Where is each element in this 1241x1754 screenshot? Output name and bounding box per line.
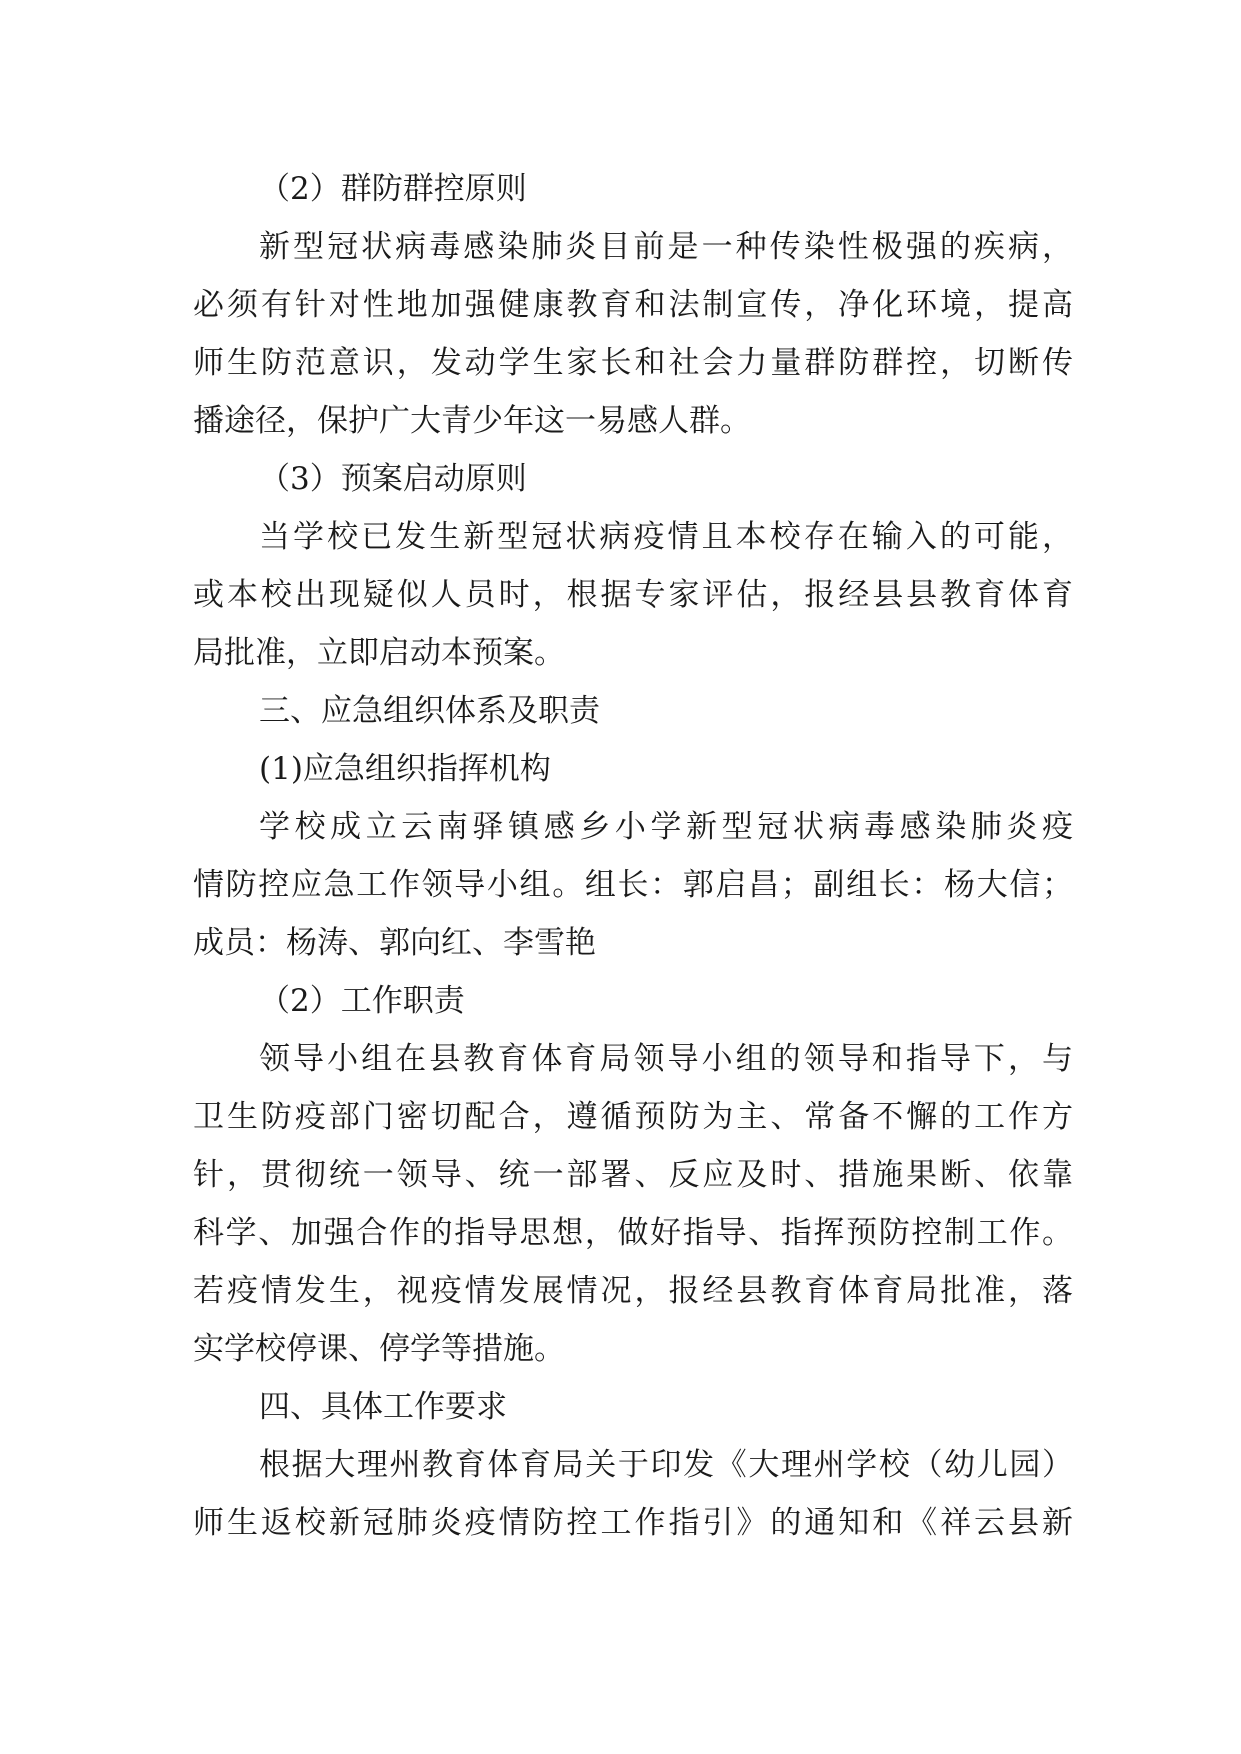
paragraph-line: 根据大理州教育体育局关于印发《大理州学校（幼儿园） bbox=[259, 1447, 1073, 1483]
section-heading-emergency-organization: 三、应急组织体系及职责 bbox=[259, 693, 600, 729]
paragraph-line: 针，贯彻统一领导、统一部署、反应及时、措施果断、依靠 bbox=[193, 1157, 1073, 1193]
paragraph-line: 或本校出现疑似人员时，根据专家评估，报经县县教育体育 bbox=[193, 577, 1073, 613]
paragraph-line: 师生防范意识，发动学生家长和社会力量群防群控，切断传 bbox=[193, 345, 1073, 381]
subheading-work-responsibilities: （2）工作职责 bbox=[259, 983, 465, 1019]
paragraph-line: 若疫情发生，视疫情发展情况，报经县教育体育局批准，落 bbox=[193, 1273, 1073, 1309]
section-heading-specific-requirements: 四、具体工作要求 bbox=[259, 1389, 507, 1425]
subheading-command-structure: (1)应急组织指挥机构 bbox=[259, 751, 551, 787]
section-heading-plan-activation: （3）预案启动原则 bbox=[259, 461, 527, 497]
paragraph-line: 领导小组在县教育体育局领导小组的领导和指导下，与 bbox=[259, 1041, 1073, 1077]
paragraph-line: 当学校已发生新型冠状病疫情且本校存在输入的可能， bbox=[259, 519, 1073, 555]
paragraph-line: 实学校停课、停学等措施。 bbox=[193, 1331, 565, 1367]
paragraph-line: 学校成立云南驿镇感乡小学新型冠状病毒感染肺炎疫 bbox=[259, 809, 1073, 845]
paragraph-line: 科学、加强合作的指导思想，做好指导、指挥预防控制工作。 bbox=[193, 1215, 1073, 1251]
document-body bbox=[193, 160, 1073, 1552]
section-heading-group-prevention: （2）群防群控原则 bbox=[259, 171, 527, 207]
paragraph-line: 播途径，保护广大青少年这一易感人群。 bbox=[193, 403, 751, 439]
paragraph-line: 必须有针对性地加强健康教育和法制宣传，净化环境，提高 bbox=[193, 287, 1073, 323]
paragraph-line: 师生返校新冠肺炎疫情防控工作指引》的通知和《祥云县新 bbox=[193, 1505, 1073, 1541]
paragraph-line: 成员：杨涛、郭向红、李雪艳 bbox=[193, 925, 596, 961]
paragraph-line: 情防控应急工作领导小组。组长：郭启昌；副组长：杨大信； bbox=[193, 867, 1073, 903]
paragraph-line: 局批准，立即启动本预案。 bbox=[193, 635, 565, 671]
paragraph-line: 新型冠状病毒感染肺炎目前是一种传染性极强的疾病， bbox=[259, 229, 1073, 265]
paragraph-line: 卫生防疫部门密切配合，遵循预防为主、常备不懈的工作方 bbox=[193, 1099, 1073, 1135]
